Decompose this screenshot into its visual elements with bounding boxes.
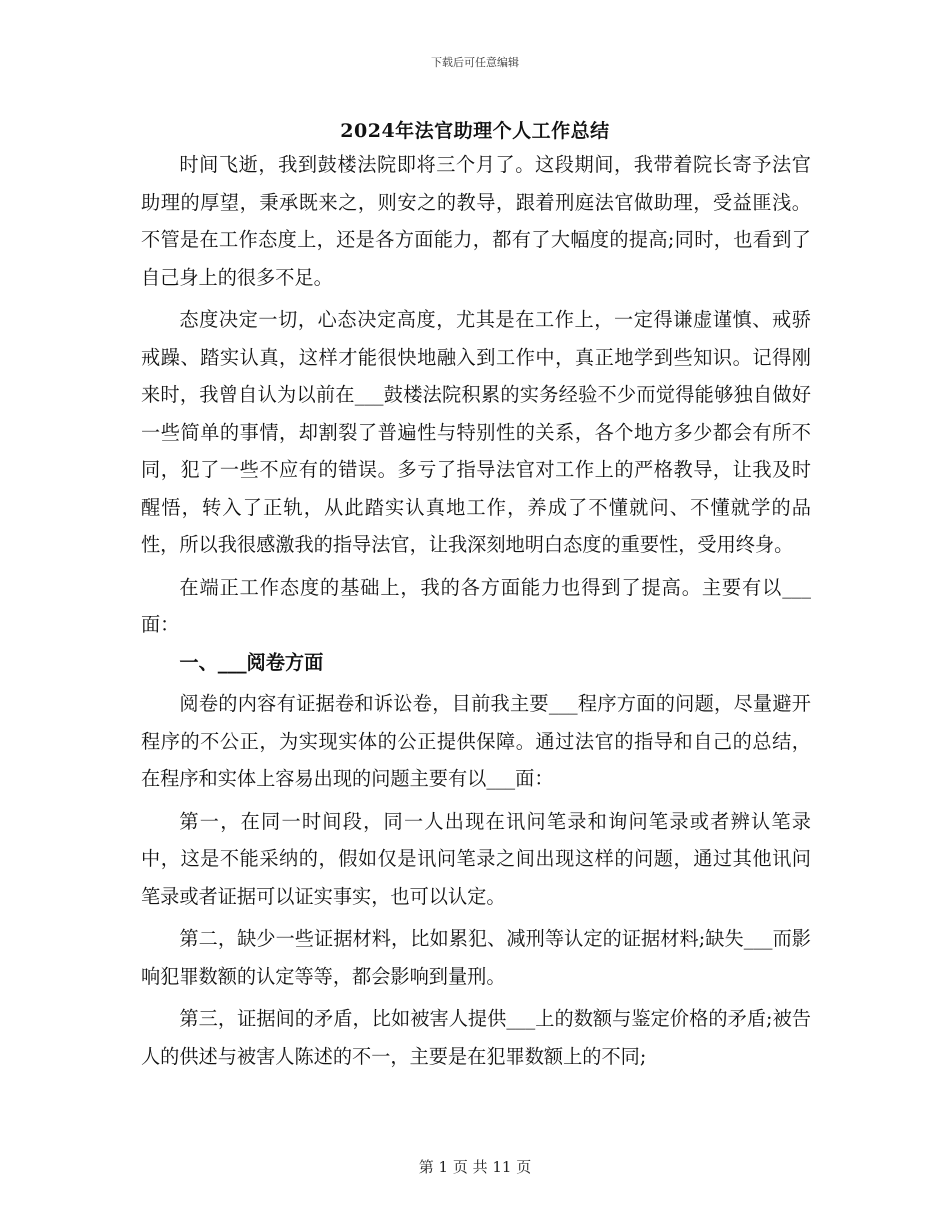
section-heading-reading-files: 一、___阅卷方面 — [179, 650, 324, 674]
paragraph-reading-files: 阅卷的内容有证据卷和诉讼卷，目前我主要___程序方面的问题，尽量避开程序的不公正，为实现实体的公正提供保障。通过法官的指导和自己的总结，在程序和实体上容易出现的问题主要有以___面： — [141, 692, 811, 790]
paragraph-abilities: 在端正工作态度的基础上，我的各方面能力也得到了提高。主要有以___面： — [141, 575, 811, 636]
page-number: 第 1 页 共 11 页 — [418, 1158, 532, 1176]
paragraph-point-third: 第三，证据间的矛盾，比如被害人提供___上的数额与鉴定价格的矛盾;被告人的供述与被害人陈述的不一，主要是在犯罪数额上的不同; — [141, 1007, 811, 1068]
document-title: 2024年法官助理个人工作总结 — [340, 120, 610, 142]
paragraph-attitude: 态度决定一切，心态决定高度，尤其是在工作上，一定得谦虚谨慎、戒骄戒躁、踏实认真，这样才能很快地融入到工作中，真正地学到些知识。记得刚来时，我曾自认为以前在___鼓楼法院积累的实务经验不少而觉得能够独自做好一些简单的事情，却割裂了普遍性与特别性的关系，各个地方多少都会有所不同，犯了一些不应有的错误。多亏了指导法官对工作上的严格教导，让我及时醒悟，转入了正轨，从此踏实认真地工作，养成了不懂就问、不懂就学的品性，所以我很感激我的指导法官，让我深刻地明白态度的重要性，受用终身。 — [141, 308, 811, 556]
paragraph-intro: 时间飞逝，我到鼓楼法院即将三个月了。这段期间，我带着院长寄予法官助理的厚望，秉承既来之，则安之的教导，跟着刑庭法官做助理，受益匪浅。不管是在工作态度上，还是各方面能力，都有了大幅度的提高;同时，也看到了自己身上的很多不足。 — [141, 153, 811, 289]
header-note: 下载后可任意编辑 — [431, 56, 519, 69]
document-body — [141, 146, 811, 1080]
paragraph-point-second: 第二，缺少一些证据材料，比如累犯、减刑等认定的证据材料;缺失___而影响犯罪数额的认定等等，都会影响到量刑。 — [141, 927, 811, 988]
paragraph-point-first: 第一，在同一时间段，同一人出现在讯问笔录和询问笔录或者辨认笔录中，这是不能采纳的，假如仅是讯问笔录之间出现这样的问题，通过其他讯问笔录或者证据可以证实事实，也可以认定。 — [141, 809, 811, 908]
